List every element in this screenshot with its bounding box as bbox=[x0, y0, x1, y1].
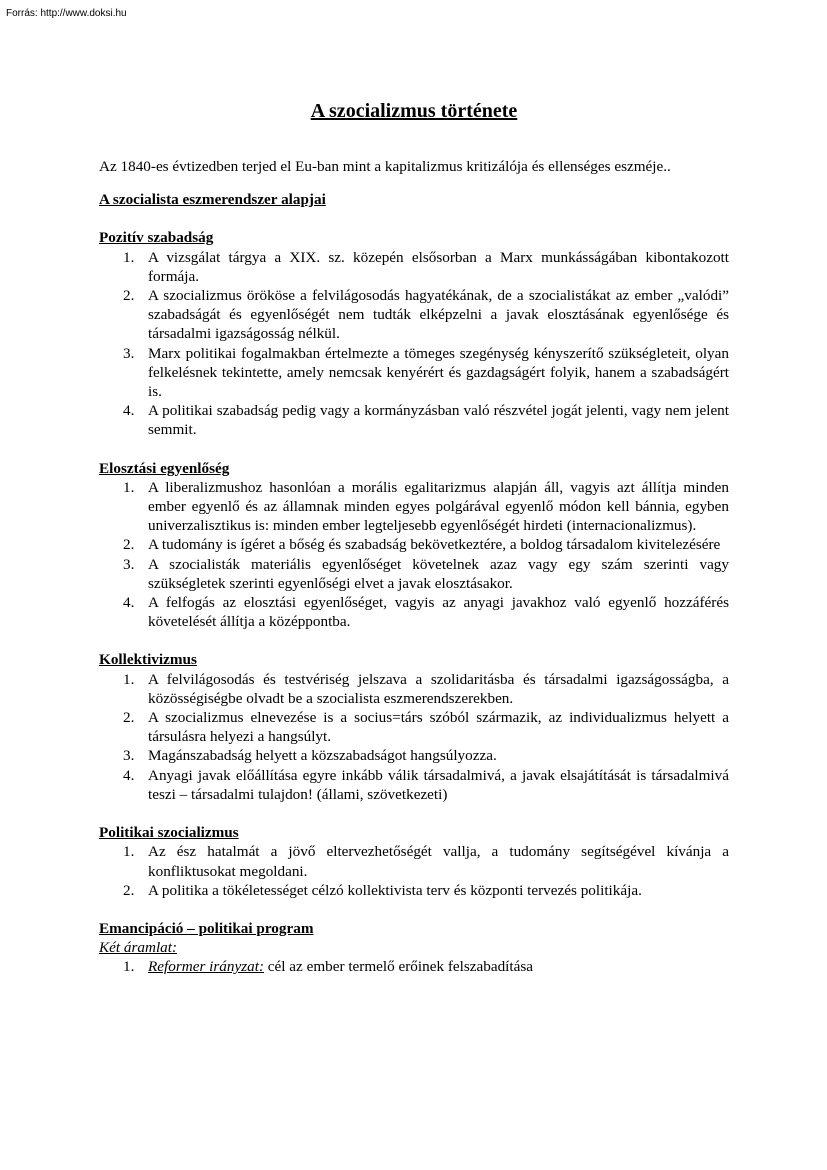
list-item: 2. A tudomány is ígéret a bőség és szabadság bekövetkeztére, a boldog társadalom kivitelezésére bbox=[123, 536, 721, 554]
list-item: 1. Reformer irányzat: cél az ember termelő erőinek felszabadítása bbox=[123, 958, 534, 976]
numbered-list bbox=[99, 842, 729, 900]
list-item: 4. A felfogás az elosztási egyenlőséget, vagyis az anyagi javakhoz való egyenlő hozzáférés követelését állítja a középpontba. bbox=[123, 594, 729, 631]
subheading: Két áramlat: bbox=[99, 939, 178, 957]
section-elosztasi-egyenloseg bbox=[99, 459, 729, 632]
section-heading: Emancipáció – politikai program bbox=[99, 919, 314, 937]
numbered-list bbox=[99, 478, 729, 632]
section-pozitiv-szabadsag bbox=[99, 228, 729, 439]
list-item: 4. A politikai szabadság pedig vagy a kormányzásban való részvétel jogát jelenti, vagy nem jelent semmit. bbox=[123, 402, 729, 439]
intro-paragraph: Az 1840-es évtizedben terjed el Eu-ban mint a kapitalizmus kritizálója és ellenséges eszméje.. bbox=[99, 158, 671, 175]
section-heading: Elosztási egyenlőség bbox=[99, 459, 230, 477]
list-item: 3. Magánszabadság helyett a közszabadságot hangsúlyozza. bbox=[123, 747, 497, 765]
page-title: A szocializmus története bbox=[310, 100, 518, 122]
section-politikai-szocializmus bbox=[99, 823, 729, 900]
section-heading: Politikai szocializmus bbox=[99, 824, 239, 842]
list-item: 3. Marx politikai fogalmakban értelmezte a tömeges szegénység kényszerítő szükségleteit, olyan felkelésnek tekintette, amely nemcsak kenyérért és gazdagságért folyik, hanem a szabadságért is. bbox=[123, 344, 729, 401]
list-item: 4. Anyagi javak előállítása egyre inkább válik társadalmivá, a javak elsajátítását is társadalmivá teszi – társadalmi tulajdon! (állami, szövetkezeti) bbox=[123, 766, 729, 803]
list-item: 2. A szocializmus elnevezése is a socius=társ szóból származik, az individualizmus helyett a társulásra helyezi a hangsúlyt. bbox=[123, 709, 729, 746]
list-item-label: Reformer irányzat: bbox=[148, 958, 264, 976]
list-item: 1. A vizsgálat tárgya a XIX. sz. közepén elsősorban a Marx munkásságában kibontakozott formája. bbox=[123, 248, 729, 285]
numbered-list bbox=[99, 670, 729, 804]
list-item: 3. A szocialisták materiális egyenlőséget követelnek azaz vagy egy szám szerinti vagy szükségletek szerinti egyenlőségi elvet a javak elosztásakor. bbox=[123, 555, 729, 592]
section-heading: Kollektivizmus bbox=[99, 651, 197, 669]
numbered-list bbox=[99, 248, 729, 440]
list-item: 1. A felvilágosodás és testvériség jelszava a szolidaritásba és társadalmi igazságosságba, a közösségiségbe olvadt be a szocialista eszmerendszerekben. bbox=[123, 670, 729, 707]
list-item: 1. A liberalizmushoz hasonlóan a morális egalitarizmus alapján áll, vagyis azt állítja minden ember egyenlő és az államnak minden egyes polgárával egyenlő módon kell bánnia, egyben univerzalisztikus is: minden ember legteljesebb egyenlőségét hirdeti (internacionalizmus). bbox=[123, 478, 729, 535]
section-heading: Pozitív szabadság bbox=[99, 229, 214, 247]
list-item: 2. A szocializmus örököse a felvilágosodás hagyatékának, de a szocialistákat az ember „valódi” szabadságát és egyenlőségét nem tudták elképzelni a javak elosztásának egyenlősége és társadalmi igazságosság nélkül. bbox=[123, 287, 729, 343]
list-item: 1. Az ész hatalmát a jövő eltervezhetőségét vallja, a tudomány segítségével kívánja a konfliktusokat megoldani. bbox=[123, 843, 729, 880]
section-kollektivizmus bbox=[99, 650, 729, 804]
document-page bbox=[99, 98, 729, 996]
list-item: 2. A politika a tökéletességet célzó kollektivista terv és központi tervezés politikája. bbox=[123, 881, 642, 899]
section-emancipacio bbox=[99, 919, 729, 977]
source-note: Forrás: http://www.doksi.hu bbox=[6, 8, 127, 19]
main-heading: A szocialista eszmerendszer alapjai bbox=[99, 191, 326, 209]
numbered-list bbox=[99, 957, 729, 976]
list-item-text: cél az ember termelő erőinek felszabadítása bbox=[264, 958, 534, 976]
